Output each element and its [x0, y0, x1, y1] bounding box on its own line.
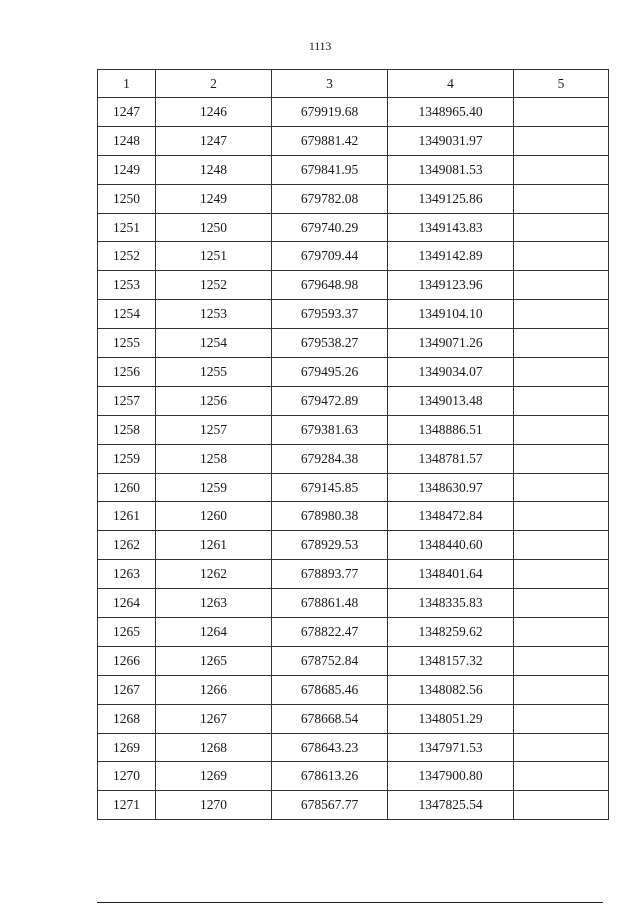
table-row — [98, 415, 609, 444]
table-cell — [514, 415, 609, 444]
table-cell — [514, 300, 609, 329]
table-row — [98, 329, 609, 358]
table-row — [98, 675, 609, 704]
table-cell: 1249 — [156, 184, 272, 213]
table-cell: 679381.63 — [272, 415, 388, 444]
footer-rule — [97, 902, 603, 903]
table-cell — [514, 531, 609, 560]
column-header: 4 — [388, 70, 514, 98]
table-cell: 1254 — [98, 300, 156, 329]
table-row — [98, 560, 609, 589]
table-cell: 1349031.97 — [388, 126, 514, 155]
table-cell: 1349081.53 — [388, 155, 514, 184]
table-cell: 1261 — [98, 502, 156, 531]
table-cell: 1250 — [156, 213, 272, 242]
column-header: 5 — [514, 70, 609, 98]
table-row — [98, 618, 609, 647]
table-cell — [514, 242, 609, 271]
table-cell: 679472.89 — [272, 386, 388, 415]
table-row — [98, 704, 609, 733]
table-cell: 1266 — [98, 646, 156, 675]
table-cell: 679593.37 — [272, 300, 388, 329]
table-cell: 1267 — [156, 704, 272, 733]
table-cell: 1348472.84 — [388, 502, 514, 531]
table-cell: 1254 — [156, 329, 272, 358]
table-cell: 679740.29 — [272, 213, 388, 242]
table-cell: 1265 — [98, 618, 156, 647]
table-cell: 679919.68 — [272, 98, 388, 127]
table-cell: 1258 — [156, 444, 272, 473]
table-cell: 1348440.60 — [388, 531, 514, 560]
table-cell — [514, 358, 609, 387]
table-cell — [514, 213, 609, 242]
table-cell: 1349123.96 — [388, 271, 514, 300]
table-cell: 678668.54 — [272, 704, 388, 733]
table-cell: 1348157.32 — [388, 646, 514, 675]
table-cell: 1253 — [98, 271, 156, 300]
table-cell: 1255 — [98, 329, 156, 358]
table-cell: 1261 — [156, 531, 272, 560]
table-cell: 1348781.57 — [388, 444, 514, 473]
table-header-row — [98, 70, 609, 98]
table-cell — [514, 791, 609, 820]
column-header: 2 — [156, 70, 272, 98]
table-body — [98, 98, 609, 820]
table-cell: 1267 — [98, 675, 156, 704]
table-cell: 1246 — [156, 98, 272, 127]
table-cell — [514, 155, 609, 184]
table-cell: 1265 — [156, 646, 272, 675]
table-cell: 1348401.64 — [388, 560, 514, 589]
table-cell: 1348082.56 — [388, 675, 514, 704]
table-cell: 1268 — [156, 733, 272, 762]
table-cell: 678861.48 — [272, 589, 388, 618]
table-cell: 678685.46 — [272, 675, 388, 704]
table-row — [98, 502, 609, 531]
table-cell: 1247 — [98, 98, 156, 127]
table-cell: 1349125.86 — [388, 184, 514, 213]
table-cell: 679284.38 — [272, 444, 388, 473]
table-cell: 678893.77 — [272, 560, 388, 589]
table-row — [98, 473, 609, 502]
table-row — [98, 589, 609, 618]
table-cell: 1347825.54 — [388, 791, 514, 820]
table-cell: 1256 — [156, 386, 272, 415]
table-cell: 1264 — [156, 618, 272, 647]
table-row — [98, 242, 609, 271]
table-cell: 679538.27 — [272, 329, 388, 358]
table-cell: 1260 — [98, 473, 156, 502]
table-cell: 1349143.83 — [388, 213, 514, 242]
table-cell: 1349013.48 — [388, 386, 514, 415]
table-cell — [514, 646, 609, 675]
table-cell — [514, 560, 609, 589]
table-row — [98, 733, 609, 762]
table-row — [98, 213, 609, 242]
table-row — [98, 155, 609, 184]
table-cell: 1249 — [98, 155, 156, 184]
page-number: 1113 — [308, 39, 332, 53]
table-cell: 1251 — [156, 242, 272, 271]
table-row — [98, 358, 609, 387]
table-cell: 678567.77 — [272, 791, 388, 820]
table-cell: 1251 — [98, 213, 156, 242]
table-row — [98, 271, 609, 300]
table-cell: 678822.47 — [272, 618, 388, 647]
table-cell: 1264 — [98, 589, 156, 618]
table-header — [98, 70, 609, 98]
table-cell: 1348051.29 — [388, 704, 514, 733]
table-cell — [514, 675, 609, 704]
table-cell: 1269 — [156, 762, 272, 791]
table-row — [98, 646, 609, 675]
table-cell — [514, 126, 609, 155]
table-cell: 1270 — [156, 791, 272, 820]
table-cell: 1349071.26 — [388, 329, 514, 358]
table-cell: 1253 — [156, 300, 272, 329]
table-cell: 1269 — [98, 733, 156, 762]
table-cell: 1259 — [156, 473, 272, 502]
table-cell: 1257 — [156, 415, 272, 444]
column-header: 1 — [98, 70, 156, 98]
table-cell: 1259 — [98, 444, 156, 473]
table-cell — [514, 184, 609, 213]
table-row — [98, 386, 609, 415]
table-cell: 1348965.40 — [388, 98, 514, 127]
table-cell — [514, 386, 609, 415]
table-cell — [514, 618, 609, 647]
table-row — [98, 762, 609, 791]
table-cell — [514, 589, 609, 618]
table-cell: 1348335.83 — [388, 589, 514, 618]
table-cell: 1349034.07 — [388, 358, 514, 387]
table-row — [98, 531, 609, 560]
table-cell — [514, 502, 609, 531]
table-cell: 679709.44 — [272, 242, 388, 271]
table-cell: 1262 — [98, 531, 156, 560]
table-cell: 1347971.53 — [388, 733, 514, 762]
table-cell: 1263 — [156, 589, 272, 618]
table-cell: 1256 — [98, 358, 156, 387]
table-cell: 1349142.89 — [388, 242, 514, 271]
table-cell: 679841.95 — [272, 155, 388, 184]
table-cell: 1348259.62 — [388, 618, 514, 647]
column-header: 3 — [272, 70, 388, 98]
table-cell: 1268 — [98, 704, 156, 733]
table-row — [98, 444, 609, 473]
table-cell: 1266 — [156, 675, 272, 704]
table-cell — [514, 444, 609, 473]
table-cell: 1247 — [156, 126, 272, 155]
table-cell: 678613.26 — [272, 762, 388, 791]
table-row — [98, 791, 609, 820]
table-cell: 678752.84 — [272, 646, 388, 675]
table-cell: 1255 — [156, 358, 272, 387]
table-cell: 1260 — [156, 502, 272, 531]
table-cell: 1348886.51 — [388, 415, 514, 444]
table-cell: 679782.08 — [272, 184, 388, 213]
table-cell — [514, 329, 609, 358]
table-cell: 678643.23 — [272, 733, 388, 762]
table-cell — [514, 733, 609, 762]
table-cell: 1263 — [98, 560, 156, 589]
table-cell: 1248 — [156, 155, 272, 184]
table-cell: 1250 — [98, 184, 156, 213]
table-cell: 1349104.10 — [388, 300, 514, 329]
table-row — [98, 98, 609, 127]
table-cell — [514, 271, 609, 300]
table-cell: 679881.42 — [272, 126, 388, 155]
table-cell — [514, 762, 609, 791]
table-cell: 679495.26 — [272, 358, 388, 387]
table-row — [98, 300, 609, 329]
table-row — [98, 184, 609, 213]
table-cell: 678929.53 — [272, 531, 388, 560]
table-cell — [514, 704, 609, 733]
table-cell: 679145.85 — [272, 473, 388, 502]
table-cell: 1270 — [98, 762, 156, 791]
coordinates-table — [97, 69, 609, 820]
table-row — [98, 126, 609, 155]
table-cell: 679648.98 — [272, 271, 388, 300]
table-cell: 1257 — [98, 386, 156, 415]
table-cell: 1252 — [156, 271, 272, 300]
table-cell — [514, 473, 609, 502]
table-cell: 1347900.80 — [388, 762, 514, 791]
table-cell: 1252 — [98, 242, 156, 271]
table-cell: 1248 — [98, 126, 156, 155]
table-cell — [514, 98, 609, 127]
table-cell: 1271 — [98, 791, 156, 820]
table-cell: 1348630.97 — [388, 473, 514, 502]
table-cell: 678980.38 — [272, 502, 388, 531]
table-cell: 1262 — [156, 560, 272, 589]
table-cell: 1258 — [98, 415, 156, 444]
